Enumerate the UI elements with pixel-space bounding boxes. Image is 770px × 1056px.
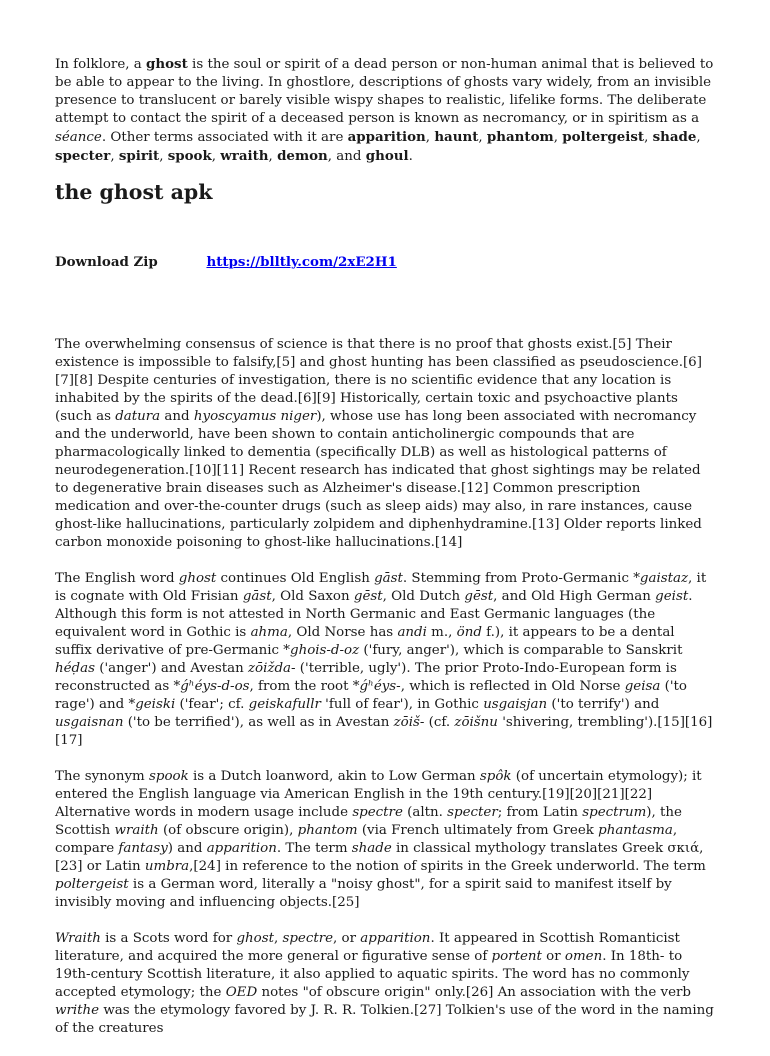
text-run: writhe: [55, 1003, 100, 1018]
text-run: apparition: [360, 931, 431, 946]
text-run: ('fear'; cf.: [175, 697, 249, 712]
term-haunt: haunt: [434, 129, 479, 145]
text-run: ), the Scottish: [55, 805, 682, 838]
text-run: phantom: [297, 823, 358, 838]
text-run: poltergeist: [55, 877, 129, 892]
text-run: gāst: [242, 589, 272, 604]
text-run: specter: [447, 805, 498, 820]
term-poltergeist: poltergeist: [562, 129, 645, 145]
text-run: in classical mythology translates Greek σκιά,[23] or Latin: [55, 841, 704, 874]
text-run: hyoscyamus niger: [193, 409, 317, 424]
paragraph-synonyms: [55, 768, 715, 912]
download-label: Download Zip: [55, 254, 158, 270]
term-ghoul: ghoul: [365, 148, 409, 164]
text-run: ('to be terrified'), as well as in Avestan: [123, 715, 394, 730]
intro-text: is the soul or spirit of a dead person or non-human animal that is believed to be able to appear to the living. In ghostlore, descriptions of ghosts vary widely, from an invisible presence to translucent or barely visible wispy shapes to realistic, lifelike forms. The deliberate attempt to contact the spirit of a deceased person is known as necromancy, or in spiritism as a: [55, 57, 714, 126]
intro-text: , and: [327, 149, 366, 164]
text-run: m.,: [426, 625, 457, 640]
paragraph-wraith: [55, 930, 715, 1038]
text-run: geisa: [624, 679, 661, 694]
text-run: spectrum: [582, 805, 647, 820]
text-run: OED: [225, 985, 258, 1000]
text-run: geiskafullr: [248, 697, 321, 712]
intro-text: In folklore, a: [55, 57, 147, 72]
text-run: (of uncertain etymology); it entered the English language via American English in the 19th century.[19][20][21][22] Alternative words in modern usage include: [55, 769, 702, 820]
text-run: f.), it appears to be a dental suffix derivative of pre-Germanic *: [55, 625, 675, 658]
text-run: umbra: [144, 859, 190, 874]
text-run: , which is reflected in Old Norse: [400, 679, 625, 694]
text-run: continues Old English: [216, 571, 375, 586]
text-run: gēst: [464, 589, 494, 604]
text-run: (of obscure origin),: [158, 823, 298, 838]
text-run: héḍas: [55, 661, 95, 676]
term-shade: shade: [652, 129, 697, 145]
text-run: ,[24] in reference to the notion of spirits in the Greek underworld. The term: [189, 859, 706, 874]
download-glyphs: [158, 255, 207, 270]
text-run: geist: [655, 589, 689, 604]
text-run: or: [541, 949, 565, 964]
text-run: (cf.: [424, 715, 455, 730]
download-link[interactable]: https://blltly.com/2xE2H1: [206, 254, 397, 270]
text-run: gāst: [374, 571, 403, 586]
text-run: , Old Dutch: [382, 589, 465, 604]
text-run: ; from Latin: [497, 805, 583, 820]
text-run: portent: [491, 949, 542, 964]
download-line: [55, 253, 397, 272]
text-run: spôk: [479, 769, 512, 784]
text-run: ghois-d-oz: [290, 643, 360, 658]
text-run: gaistaz: [639, 571, 689, 586]
text-run: The English word: [55, 571, 179, 586]
text-run: ghost: [178, 571, 217, 586]
text-run: The synonym: [55, 769, 150, 784]
intro-text: . Other terms associated with it are: [101, 130, 348, 145]
text-run: (via French ultimately from Greek: [357, 823, 599, 838]
text-run: Wraith: [55, 931, 101, 946]
document-page: [55, 55, 715, 1036]
term-spook: spook: [167, 148, 212, 164]
text-run: fantasy: [118, 841, 168, 856]
text-run: ,: [273, 931, 283, 946]
text-run: , Old Saxon: [271, 589, 354, 604]
text-run: was the etymology favored by J. R. R. Tolkien.[27] Tolkien's use of the word in the naming of the creatures: [55, 1003, 714, 1036]
text-run: 'shivering, trembling').[15][16][17]: [55, 715, 713, 748]
text-run: . It appeared in Scottish Romanticist literature, and acquired the more general or figurative sense of: [55, 931, 680, 964]
text-run: ) and: [167, 841, 207, 856]
text-run: geiski: [135, 697, 176, 712]
term-specter: specter: [55, 148, 111, 164]
text-run: wraith: [114, 823, 159, 838]
text-run: usgaisjan: [483, 697, 548, 712]
text-run: , or: [333, 931, 361, 946]
text-run: , it is cognate with Old Frisian: [55, 571, 707, 604]
text-run: The overwhelming consensus of science is that there is no proof that ghosts exist.[5] Their existence is impossible to falsify,[5] and ghost hunting has been classified as pseudoscience.[6][7][8] Despite centuries of investigation, there is no scientific evidence that any location is inhabited by the spirits of the dead.[6][9] Historically, certain toxic and psychoactive plants (such as: [55, 337, 702, 424]
text-run: , Old Norse has: [287, 625, 398, 640]
terms-list: apparition, haunt, phantom, poltergeist, shade, specter, spirit, spook, wraith, demon: [55, 129, 701, 164]
text-run: usgaisnan: [55, 715, 124, 730]
text-run: , compare: [55, 823, 678, 856]
text-run: spook: [149, 769, 189, 784]
text-run: . Although this form is not attested in North Germanic and East Germanic languages (the equivalent word in Gothic is: [55, 589, 693, 640]
article-body: [55, 336, 715, 1056]
text-run: ('fury, anger'), which is comparable to Sanskrit: [359, 643, 683, 658]
text-run: . The term: [276, 841, 352, 856]
term-ghost: ghost: [146, 56, 188, 72]
term-apparition: apparition: [347, 129, 426, 145]
text-run: notes "of obscure origin" only.[26] An association with the verb: [257, 985, 691, 1000]
text-run: , from the root *: [249, 679, 360, 694]
intro-paragraph: [55, 55, 715, 166]
text-run: ('to terrify') and: [547, 697, 660, 712]
text-run: . In 18th- to 19th-century Scottish literature, it also applied to aquatic spirits. The word has no commonly accepted etymology; the: [55, 949, 690, 1000]
page-title: the ghost apk: [55, 180, 213, 204]
term-seance: séance: [55, 130, 102, 145]
text-run: phantasma: [598, 823, 673, 838]
text-run: ), whose use has long been associated with necromancy and the underworld, have been shown to contain anticholinergic compounds that are pharmacologically linked to dementia (specifically DLB) as well as histological patterns of neurodegeneration.[10][11] Recent research has indicated that ghost sightings may be related to degenerative brain diseases such as Alzheimer's disease.[12] Common prescription medication and over-the-counter drugs (such as sleep aids) may also, in rare instances, cause ghost-like hallucinations, particularly zolpidem and diphenhydramine.[13] Older reports linked carbon monoxide poisoning to ghost-like hallucinations.[14]: [55, 409, 702, 550]
term-spirit: spirit: [118, 148, 160, 164]
text-run: zōiš-: [393, 715, 425, 730]
text-run: apparition: [206, 841, 277, 856]
text-run: , and Old High German: [493, 589, 656, 604]
term-wraith: wraith: [220, 148, 269, 164]
text-run: ǵʰéys-: [359, 679, 401, 694]
text-run: is a German word, literally a "noisy ghost", for a spirit said to manifest itself by invisibly moving and influencing objects.[25]: [55, 877, 672, 910]
text-run: (altn.: [402, 805, 448, 820]
term-phantom: phantom: [486, 129, 554, 145]
text-run: is a Scots word for: [100, 931, 237, 946]
text-run: 'full of fear'), in Gothic: [320, 697, 484, 712]
text-run: and: [160, 409, 194, 424]
text-run: gēst: [353, 589, 383, 604]
text-run: is a Dutch loanword, akin to Low German: [188, 769, 480, 784]
text-run: spectre: [352, 805, 403, 820]
text-run: ('terrible, ugly'). The prior Proto-Indo-European form is reconstructed as *: [55, 661, 677, 694]
text-run: andi: [397, 625, 427, 640]
term-demon: demon: [277, 148, 328, 164]
text-run: datura: [115, 409, 161, 424]
paragraph-science: [55, 336, 715, 552]
text-run: ('to rage') and *: [55, 679, 687, 712]
paragraph-etymology: [55, 570, 715, 750]
text-run: zōižda-: [247, 661, 296, 676]
text-run: spectre: [282, 931, 334, 946]
text-run: shade: [351, 841, 392, 856]
text-run: ǵʰéys-d-os: [180, 679, 250, 694]
text-run: önd: [456, 625, 482, 640]
text-run: ahma: [250, 625, 288, 640]
text-run: ('anger') and Avestan: [94, 661, 248, 676]
intro-text: .: [408, 149, 413, 164]
text-run: ghost: [236, 931, 274, 946]
text-run: zōišnu: [454, 715, 498, 730]
text-run: . Stemming from Proto-Germanic *: [402, 571, 640, 586]
text-run: omen: [564, 949, 603, 964]
